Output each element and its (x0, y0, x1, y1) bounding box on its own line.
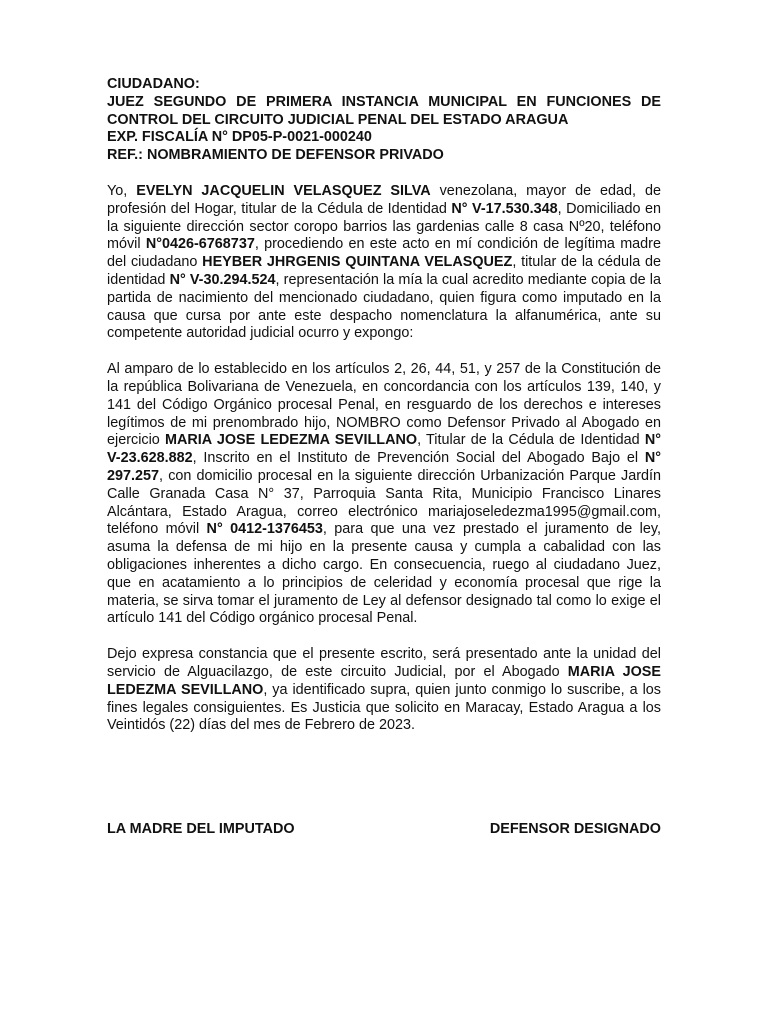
lawyer-name-closing: MARIA JOSE LEDEZMA SEVILLANO (107, 663, 661, 698)
signature-mother: LA MADRE DEL IMPUTADO (107, 821, 295, 837)
defendant-name: HEYBER JHRGENIS QUINTANA VELASQUEZ (202, 254, 513, 271)
lawyer-name: MARIA JOSE LEDEZMA SEVILLANO (165, 432, 418, 449)
signature-block (107, 821, 661, 837)
mother-id: N° V-17.530.348 (451, 200, 558, 217)
mother-name: EVELYN JACQUELIN VELASQUEZ SILVA (136, 182, 431, 199)
paragraph-appointment: Al amparo de lo establecido en los artículos 2, 26, 44, 51, y 257 de la Constitución de la república Bolivariana de Venezuela, en concordancia con los artículos 139, 140, y 141 del Código Orgánico procesal Penal, en resguardo de los derechos e intereses legítimos de mi prenombrado hijo, NOMBRO como Defensor Privado al Abogado en ejercicio MARIA JOSE LEDEZMA SEVILLANO, Titular de la Cédula de Identidad N° V-23.628.882, Inscrito en el Instituto de Prevención Social del Abogado Bajo el N° 297.257, con domicilio procesal en la siguiente dirección Urbanización Parque Jardín Calle Granada Casa N° 37, Parroquia Santa Rita, Municipio Francisco Linares Alcántara, Estado Aragua, correo electrónico mariajoseledezma1995@gmail.com, teléfono móvil N° 0412-1376453, para que una vez prestado el juramento de ley, asuma la defensa de mi hijo en la presente causa y cumpla a cabalidad con las obligaciones inherentes a dicho cargo. En consecuencia, ruego al ciudadano Juez, que en acatamiento a lo principios de celeridad y economía procesal que rige la materia, se sirva tomar el juramento de Ley al defensor designado tal como lo exige el artículo 141 del Código orgánico procesal Penal. (107, 361, 661, 627)
court-name: JUEZ SEGUNDO DE PRIMERA INSTANCIA MUNICIPAL EN FUNCIONES DE CONTROL DEL CIRCUITO JUDICIAL PENAL DEL ESTADO ARAGUA (107, 93, 661, 128)
mother-phone: N°0426-6768737 (145, 236, 255, 253)
file-number: EXP. FISCALÍA N° DP05-P-0021-000240 (107, 129, 372, 146)
signature-defender: DEFENSOR DESIGNADO (489, 821, 661, 837)
lawyer-registration: N° 297.257 (107, 450, 661, 484)
paragraph-closing: Dejo expresa constancia que el presente escrito, será presentado ante la unidad del servicio de Alguacilazgo, de este circuito Judicial, por el Abogado MARIA JOSE LEDEZMA SEVILLANO, ya identificado supra, quien junto conmigo lo suscribe, a los fines legales consiguientes. Es Justicia que solicito en Maracay, Estado Aragua a los Veintidós (22) días del mes de Febrero de 2023. (107, 646, 661, 734)
document-body (107, 76, 661, 735)
paragraph-identification: Yo, EVELYN JACQUELIN VELASQUEZ SILVA venezolana, mayor de edad, de profesión del Hogar, titular de la Cédula de Identidad N° V-17.530.348, Domiciliado en la siguiente dirección sector coropo barrios las gardenias calle 8 casa Nº20, teléfono móvil N°0426-6768737, procediendo en este acto en mí condición de legítima madre del ciudadano HEYBER JHRGENIS QUINTANA VELASQUEZ, titular de la cédula de identidad N° V-30.294.524, representación la mía la cual acredito mediante copia de la partida de nacimiento del mencionado ciudadano, quien figura como imputado en la causa que cursa por ante este despacho nomenclatura la alfanumérica, ante su competente autoridad judicial ocurro y expongo: (107, 182, 662, 342)
lawyer-id: N° V-23.628.882 (107, 432, 661, 467)
lawyer-phone: N° 0412-1376453 (206, 521, 323, 538)
addressee-line: CIUDADANO: (107, 76, 200, 92)
reference-line: REF.: NOMBRAMIENTO DE DEFENSOR PRIVADO (107, 147, 444, 164)
defendant-id: N° V-30.294.524 (169, 271, 276, 288)
